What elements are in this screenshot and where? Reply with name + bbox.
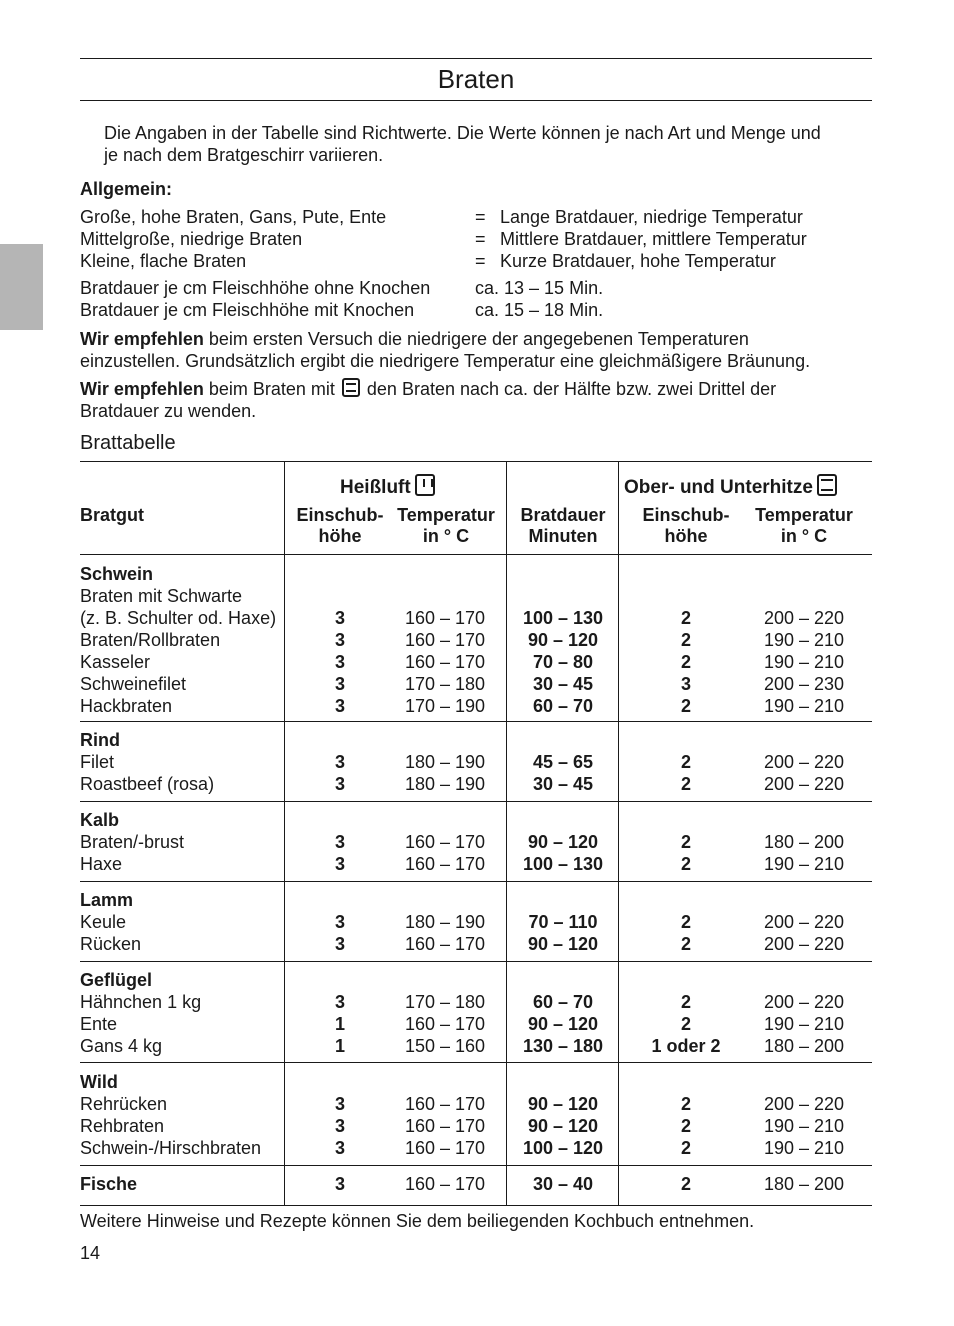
- ou-einschub: 2: [680, 1094, 691, 1114]
- heissluft-einschub: 3: [334, 630, 345, 650]
- allgemein-item-left: Mittelgroße, niedrige Braten: [80, 229, 303, 249]
- allgemein-item-left: Kleine, flache Braten: [80, 251, 247, 271]
- recommend-2-line-2: Bratdauer zu wenden.: [80, 401, 257, 421]
- recommend-1-line-2: einzustellen. Grundsätzlich ergibt die niedrigere Temperatur eine gleichmäßigere Bräunung.: [80, 351, 811, 371]
- bratdauer: 90 – 120: [527, 630, 599, 650]
- heissluft-label: Heißluft: [340, 477, 411, 498]
- ou-einschub: 2: [680, 652, 691, 672]
- heissluft-temperatur: 160 – 170: [404, 1174, 486, 1194]
- table-rule-bottom: [80, 1205, 872, 1206]
- ou-einschub: 2: [680, 1138, 691, 1158]
- heissluft-temperatur: 180 – 190: [404, 752, 486, 772]
- bratdauer: 70 – 80: [532, 652, 594, 672]
- heissluft-temperatur: 160 – 170: [404, 1116, 486, 1136]
- heissluft-temperatur: 170 – 180: [404, 674, 486, 694]
- bratdauer: 30 – 45: [532, 774, 594, 794]
- title-rule-bottom: [80, 100, 872, 101]
- row-label: Kasseler: [80, 652, 151, 672]
- ou-einschub: 2: [680, 912, 691, 932]
- row-label: Rehbraten: [80, 1116, 165, 1136]
- heissluft-einschub: 3: [334, 854, 345, 874]
- intro-text: [104, 122, 821, 166]
- ou-einschub: 3: [680, 674, 691, 694]
- heissluft-einschub: 3: [334, 912, 345, 932]
- col-temp-heissluft: [390, 505, 502, 547]
- bratdauer: 90 – 120: [527, 832, 599, 852]
- heissluft-temperatur: 170 – 180: [404, 992, 486, 1012]
- heissluft-einschub: 3: [334, 1094, 345, 1114]
- heissluft-temperatur: 160 – 170: [404, 832, 486, 852]
- ou-einschub: 2: [680, 992, 691, 1012]
- duration-value: ca. 15 – 18 Min.: [475, 300, 604, 320]
- heissluft-einschub: 3: [334, 652, 345, 672]
- ou-einschub: 2: [680, 1014, 691, 1034]
- ou-temperatur: 190 – 210: [763, 630, 845, 650]
- top-bottom-heat-icon: [342, 378, 360, 397]
- intro-line-1: Die Angaben in der Tabelle sind Richtwerte. Die Werte können je nach Art und Menge und: [104, 123, 821, 143]
- col-einschub-ou: [630, 505, 742, 547]
- heissluft-temperatur: 180 – 190: [404, 912, 486, 932]
- ou-einschub: 2: [680, 832, 691, 852]
- duration-label: Bratdauer je cm Fleischhöhe ohne Knochen: [80, 278, 431, 298]
- heissluft-einschub: 3: [334, 992, 345, 1012]
- recommendation-1: [80, 328, 810, 372]
- bratdauer: 100 – 130: [522, 854, 604, 874]
- chapter-tab: [0, 244, 43, 330]
- group-rule: [80, 881, 872, 882]
- ou-temperatur: 190 – 210: [763, 1116, 845, 1136]
- col-dauer-a: Bratdauer: [520, 505, 606, 525]
- ou-einschub: 2: [680, 934, 691, 954]
- row-label: Rücken: [80, 934, 142, 954]
- recommend-2-text-a: beim Braten mit: [203, 379, 340, 399]
- duration-label: Bratdauer je cm Fleischhöhe mit Knochen: [80, 300, 415, 320]
- bratdauer: 90 – 120: [527, 1014, 599, 1034]
- heissluft-einschub: 3: [334, 832, 345, 852]
- col-einschub-a: Einschub-: [296, 505, 384, 525]
- ou-temperatur: 200 – 220: [763, 992, 845, 1012]
- bratdauer: 130 – 180: [522, 1036, 604, 1056]
- heissluft-temperatur: 160 – 170: [404, 854, 486, 874]
- row-label: Braten/-brust: [80, 832, 185, 852]
- row-label: Keule: [80, 912, 127, 932]
- allgemein-item-right: Lange Bratdauer, niedrige Temperatur: [500, 207, 803, 227]
- group-name: Kalb: [80, 810, 120, 830]
- row-label: Schwein-/Hirschbraten: [80, 1138, 262, 1158]
- hot-air-fan-icon: [415, 474, 435, 496]
- recommend-1-bold: Wir empfehlen: [80, 329, 204, 349]
- recommend-1-text: beim ersten Versuch die niedrigere der angegebenen Temperaturen: [203, 329, 749, 349]
- col-temp-a: Temperatur: [397, 505, 495, 525]
- ou-temperatur: 190 – 210: [763, 1138, 845, 1158]
- allgemein-item-left: Große, hohe Braten, Gans, Pute, Ente: [80, 207, 387, 227]
- heissluft-einschub: 3: [334, 752, 345, 772]
- row-label: Haxe: [80, 854, 123, 874]
- row-label: Braten/Rollbraten: [80, 630, 221, 650]
- bratdauer: 90 – 120: [527, 934, 599, 954]
- heissluft-einschub: 3: [334, 608, 345, 628]
- col-temp-b: in ° C: [422, 526, 470, 546]
- top-bottom-heat-icon: [817, 474, 837, 496]
- row-label: Schweinefilet: [80, 674, 187, 694]
- row-label: Rehrücken: [80, 1094, 168, 1114]
- group-name: Schwein: [80, 564, 154, 584]
- allgemein-item-right: Mittlere Bratdauer, mittlere Temperatur: [500, 229, 807, 249]
- allgemein-heading: Allgemein:: [80, 179, 173, 199]
- ou-temperatur: 200 – 220: [763, 774, 845, 794]
- heissluft-temperatur: 160 – 170: [404, 630, 486, 650]
- bratdauer: 60 – 70: [532, 992, 594, 1012]
- row-label: Braten mit Schwarte: [80, 586, 243, 606]
- bratdauer: 100 – 130: [522, 608, 604, 628]
- ou-label: Ober- und Unterhitze: [624, 477, 813, 498]
- ou-einschub: 2: [680, 774, 691, 794]
- table-rule-top: [80, 461, 872, 462]
- header-ober-unterhitze: [624, 474, 837, 499]
- heissluft-einschub: 3: [334, 774, 345, 794]
- duration-value: ca. 13 – 15 Min.: [475, 278, 604, 298]
- heissluft-temperatur: 160 – 170: [404, 1094, 486, 1114]
- heissluft-einschub: 3: [334, 1138, 345, 1158]
- allgemein-item-right: Kurze Bratdauer, hohe Temperatur: [500, 251, 776, 271]
- heissluft-temperatur: 160 – 170: [404, 934, 486, 954]
- ou-temperatur: 200 – 220: [763, 1094, 845, 1114]
- ou-temperatur: 180 – 200: [763, 832, 845, 852]
- heissluft-temperatur: 180 – 190: [404, 774, 486, 794]
- heissluft-temperatur: 160 – 170: [404, 1138, 486, 1158]
- group-name: Rind: [80, 730, 120, 750]
- col-dauer-b: Minuten: [528, 526, 598, 546]
- bratdauer: 30 – 45: [532, 674, 594, 694]
- footer-note: Weitere Hinweise und Rezepte können Sie dem beiliegenden Kochbuch entnehmen.: [80, 1211, 755, 1231]
- bratdauer: 70 – 110: [528, 912, 598, 932]
- group-name: Geflügel: [80, 970, 153, 990]
- ou-temperatur: 180 – 200: [763, 1036, 845, 1056]
- ou-temperatur: 200 – 220: [763, 608, 845, 628]
- title-rule-top: [80, 58, 872, 59]
- heissluft-temperatur: 150 – 160: [404, 1036, 486, 1056]
- heissluft-temperatur: 170 – 190: [404, 696, 486, 716]
- col-einschub-heissluft: [288, 505, 392, 547]
- ou-einschub: 2: [680, 854, 691, 874]
- heissluft-einschub: 3: [334, 934, 345, 954]
- allgemein-item-eq: =: [475, 251, 486, 271]
- header-rule: [80, 554, 872, 555]
- col-temp-ou-b: in ° C: [780, 526, 828, 546]
- ou-temperatur: 190 – 210: [763, 696, 845, 716]
- group-rule: [80, 721, 872, 722]
- heissluft-einschub: 1: [334, 1014, 345, 1034]
- group-name: Wild: [80, 1072, 118, 1092]
- group-name: Fische: [80, 1174, 138, 1194]
- ou-einschub: 1 oder 2: [651, 1036, 721, 1056]
- col-temp-ou: [746, 505, 862, 547]
- col-divider-3: [618, 461, 619, 1205]
- ou-temperatur: 190 – 210: [763, 854, 845, 874]
- bratdauer: 100 – 120: [522, 1138, 604, 1158]
- ou-temperatur: 200 – 220: [763, 934, 845, 954]
- ou-temperatur: 180 – 200: [763, 1174, 845, 1194]
- ou-einschub: 2: [680, 608, 691, 628]
- ou-einschub: 2: [680, 630, 691, 650]
- recommend-2-bold: Wir empfehlen: [80, 379, 204, 399]
- col-bratgut: Bratgut: [80, 505, 144, 525]
- row-label: Hähnchen 1 kg: [80, 992, 202, 1012]
- allgemein-item-eq: =: [475, 207, 486, 227]
- ou-temperatur: 200 – 220: [763, 752, 845, 772]
- heissluft-temperatur: 160 – 170: [404, 608, 486, 628]
- row-label: Gans 4 kg: [80, 1036, 163, 1056]
- row-label: Filet: [80, 752, 115, 772]
- heissluft-einschub: 3: [334, 674, 345, 694]
- group-name: Lamm: [80, 890, 134, 910]
- group-rule: [80, 1062, 872, 1063]
- allgemein-item-eq: =: [475, 229, 486, 249]
- ou-einschub: 2: [680, 1174, 691, 1194]
- ou-temperatur: 200 – 220: [763, 912, 845, 932]
- heissluft-einschub: 3: [334, 1174, 345, 1194]
- row-label: Roastbeef (rosa): [80, 774, 215, 794]
- ou-einschub: 2: [680, 1116, 691, 1136]
- col-divider-1: [284, 461, 285, 1205]
- col-temp-ou-a: Temperatur: [755, 505, 853, 525]
- page-number: 14: [80, 1243, 101, 1263]
- recommendation-2: [80, 378, 776, 422]
- group-rule: [80, 801, 872, 802]
- heissluft-einschub: 3: [334, 696, 345, 716]
- table-heading: Brattabelle: [80, 432, 176, 454]
- col-einschub-b: höhe: [318, 526, 362, 546]
- header-heissluft: [340, 474, 435, 499]
- bratdauer: 45 – 65: [532, 752, 594, 772]
- col-einschub-ou-a: Einschub-: [642, 505, 730, 525]
- heissluft-temperatur: 160 – 170: [404, 652, 486, 672]
- bratdauer: 90 – 120: [527, 1094, 599, 1114]
- heissluft-einschub: 1: [334, 1036, 345, 1056]
- ou-temperatur: 190 – 210: [763, 1014, 845, 1034]
- row-label: (z. B. Schulter od. Haxe): [80, 608, 277, 628]
- heissluft-einschub: 3: [334, 1116, 345, 1136]
- recommend-2-text-b: den Braten nach ca. der Hälfte bzw. zwei Drittel der: [361, 379, 777, 399]
- group-rule: [80, 1165, 872, 1166]
- bratdauer: 30 – 40: [532, 1174, 594, 1194]
- group-rule: [80, 961, 872, 962]
- bratdauer: 90 – 120: [527, 1116, 599, 1136]
- heissluft-temperatur: 160 – 170: [404, 1014, 486, 1034]
- ou-temperatur: 200 – 230: [763, 674, 845, 694]
- intro-line-2: je nach dem Bratgeschirr variieren.: [104, 145, 384, 165]
- ou-einschub: 2: [680, 752, 691, 772]
- page-title: Braten: [437, 64, 515, 94]
- col-divider-2: [506, 461, 507, 1205]
- row-label: Hackbraten: [80, 696, 173, 716]
- ou-einschub: 2: [680, 696, 691, 716]
- ou-temperatur: 190 – 210: [763, 652, 845, 672]
- col-bratdauer: [508, 505, 618, 547]
- row-label: Ente: [80, 1014, 118, 1034]
- col-einschub-ou-b: höhe: [664, 526, 708, 546]
- bratdauer: 60 – 70: [532, 696, 594, 716]
